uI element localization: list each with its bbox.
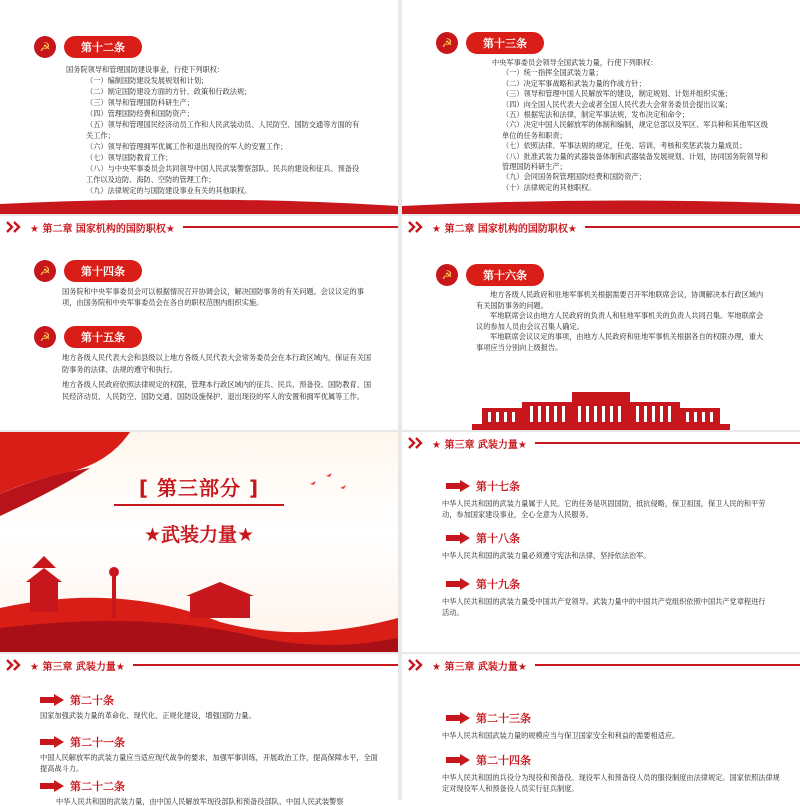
list-item: （三）领导和管理国防科研生产； (86, 98, 194, 107)
article-title: 第二十二条 (70, 780, 125, 793)
chapter-title: ★ 第三章 武装力量★ (30, 661, 125, 673)
article-title: 第十三条 (466, 32, 544, 54)
list-item: （七）领导国防教育工作； (86, 153, 173, 162)
party-emblem-icon: ☭ (34, 326, 56, 348)
part-title: ★武装力量★ (143, 524, 255, 546)
article-body: 国务院和中央军事委员会可以根据情况召开协调会议，解决国防事务的有关问题。会议议定的事项，由国务院和中央军事委员会在各自的职权范围内组织实施。 (62, 287, 364, 307)
divider (585, 226, 800, 228)
list-item: （二）决定军事战略和武装力量的作战方针； (502, 78, 646, 88)
chapter-title: ★ 第二章 国家机构的国防职权★ (432, 223, 577, 235)
party-emblem-icon: ☭ (34, 36, 56, 58)
slide-part-title[interactable] (0, 432, 398, 652)
article-title: 第二十四条 (476, 754, 531, 767)
article-body (62, 352, 372, 403)
article-body: 国家加强武装力量的革命化、现代化、正规化建设，增强国防力量。 (40, 711, 256, 720)
list-item: （十）法律规定的其他职权。 (502, 182, 596, 192)
article-body: 中华人民共和国的武装力量，由中国人民解放军现役部队和预备役部队、中国人民武装警察 (56, 797, 344, 806)
chapter-title: ★ 第三章 武装力量★ (432, 439, 527, 451)
chevron-right-icon (408, 220, 426, 234)
article-body: 中华人民共和国的武装力量受中国共产党领导。武装力量中的中国共产党组织依照中国共产党章程进行活动。 (442, 597, 766, 617)
slide-article-23-24[interactable] (402, 654, 800, 806)
party-emblem-icon: ☭ (436, 32, 458, 54)
article-title: 第二十三条 (476, 712, 531, 725)
list-item: （九）法律规定的与国防建设事业有关的其他职权。 (86, 186, 252, 195)
list-item: （九）会同国务院管理国防经费和国防资产； (502, 172, 646, 182)
divider (133, 664, 398, 666)
pointing-hand-icon (40, 736, 64, 748)
divider (535, 664, 800, 666)
list-item: （二）制定国防建设方面的方针、政策和行政法规； (86, 87, 252, 96)
article-title: 第十四条 (64, 260, 142, 282)
chevron-right-icon (6, 658, 24, 672)
chapter-bar (0, 216, 398, 238)
list-item: （一）编制国防建设发展规划和计划； (86, 76, 209, 85)
slide-article-13[interactable] (402, 0, 800, 214)
article-title: 第十九条 (476, 578, 520, 591)
article-body (66, 64, 366, 196)
paragraph: 军地联席会议由地方人民政府的负责人和驻地军事机关的负责人共同召集。军地联席会议的参加人员由会议召集人确定。 (476, 311, 764, 331)
chapter-title: ★ 第三章 武装力量★ (432, 661, 527, 673)
divider (183, 226, 398, 228)
pointing-hand-icon (446, 754, 470, 766)
article-title: 第十六条 (466, 264, 544, 286)
list-item: （四）向全国人民代表大会或者全国人民代表大会常务委员会提出议案； (502, 99, 733, 109)
article-body: 中华人民共和国的武装力量属于人民。它的任务是巩固国防，抵抗侵略，保卫祖国，保卫人民的和平劳动，参加国家建设事业，全心全意为人民服务。 (442, 499, 766, 519)
pointing-hand-icon (40, 780, 64, 792)
article-body (476, 290, 766, 353)
list-item: （一）统一指挥全国武装力量； (502, 68, 603, 78)
article-title: 第十五条 (64, 326, 142, 348)
chevron-right-icon (408, 436, 426, 450)
paragraph: 军地联席会议议定的事项，由地方人民政府和驻地军事机关根据各自的权限办理，重大事项应当分别向上级报告。 (476, 332, 764, 352)
list-item: （七）依照法律、军事法规的规定，任免、培训、考核和奖惩武装力量成员； (502, 141, 747, 151)
slide-article-14-15[interactable] (0, 216, 398, 430)
list-item: （五）根据宪法和法律，制定军事法规，发布决定和命令； (502, 110, 689, 120)
pointing-hand-icon (40, 694, 64, 706)
article-body: 中华人民共和国武装力量的规模应当与保卫国家安全和利益的需要相适应。 (442, 731, 680, 740)
pointing-hand-icon (446, 480, 470, 492)
chevron-right-icon (408, 658, 426, 672)
list-item: （八）与中央军事委员会共同领导中国人民武装警察部队、民兵的建设和征兵、预备役工作以及边防、海防、空防的管理工作； (86, 164, 360, 184)
paragraph: 地方各级人民政府依照法律规定的权限，管理本行政区域内的征兵、民兵、预备役、国防教育、国民经济动员、人民防空、国防交通、国防设施保护、退出现役的军人的安置和拥军优属等工作。 (62, 380, 372, 401)
article-title: 第十八条 (476, 532, 520, 545)
party-emblem-icon: ☭ (34, 260, 56, 282)
chapter-bar (402, 432, 800, 454)
paragraph: 地方各级人民代表大会和县级以上地方各级人民代表大会常务委员会在本行政区域内，保证有关国防事务的法律、法规的遵守和执行。 (62, 353, 372, 374)
chapter-bar (402, 654, 800, 676)
list-item: （三）领导和管理中国人民解放军的建设，制定规划、计划并组织实施； (502, 89, 733, 99)
pointing-hand-icon (446, 532, 470, 544)
bottom-ribbon (0, 192, 398, 214)
article-title: 第十二条 (64, 36, 142, 58)
part-label: [ 第三部分 ] (138, 476, 260, 500)
chapter-title: ★ 第二章 国家机构的国防职权★ (30, 223, 175, 235)
article-body: 中华人民共和国的兵役分为现役和预备役。现役军人和预备役人员的服役制度由法律规定。国家依照法律规定对现役军人和预备役人员实行征兵制度。 (442, 773, 780, 793)
chevron-right-icon (6, 220, 24, 234)
party-emblem-icon: ☭ (436, 264, 458, 286)
list-item: （八）批准武装力量的武器装备体制和武器装备发展规划、计划，协同国务院领导和管理国防科研生产； (502, 151, 768, 172)
article-title: 第二十一条 (70, 736, 125, 749)
slide-article-20-22[interactable] (0, 654, 398, 806)
article-lead: 国务院领导和管理国防建设事业，行使下列职权： (66, 65, 225, 74)
article-body (474, 58, 774, 193)
chapter-bar (402, 216, 800, 238)
slide-article-17-19[interactable] (402, 432, 800, 652)
article-title: 第二十条 (70, 694, 114, 707)
article-body: 中国人民解放军的武装力量应当适应现代战争的要求，加强军事训练，开展政治工作，提高保障水平，全面提高战斗力。 (40, 753, 378, 773)
article-title: 第十七条 (476, 480, 520, 493)
article-lead: 中央军事委员会领导全国武装力量，行使下列职权： (492, 58, 658, 67)
chapter-bar (0, 654, 398, 676)
great-hall-silhouette-icon (472, 384, 730, 430)
slide-article-16[interactable] (402, 216, 800, 430)
divider (114, 504, 284, 506)
list-item: （四）管理国防经费和国防资产； (86, 109, 194, 118)
divider (535, 442, 800, 444)
list-item: （五）领导和管理国民经济动员工作和人民武装动员、人民防空、国防交通等方面的有关工作； (86, 120, 360, 140)
pointing-hand-icon (446, 712, 470, 724)
pointing-hand-icon (446, 578, 470, 590)
list-item: （六）决定中国人民解放军的体制和编制，规定总部以及军区、军兵种和其他军区级单位的任务和职责； (502, 120, 768, 140)
slide-article-12[interactable] (0, 0, 398, 214)
bottom-ribbon (402, 192, 800, 214)
list-item: （六）领导和管理拥军优属工作和退出现役的军人的安置工作； (86, 142, 288, 151)
article-body: 中华人民共和国的武装力量必须遵守宪法和法律，坚持依法治军。 (442, 551, 651, 560)
paragraph: 地方各级人民政府和驻地军事机关根据需要召开军地联席会议，协调解决本行政区域内有关国防事务的问题。 (476, 290, 764, 310)
